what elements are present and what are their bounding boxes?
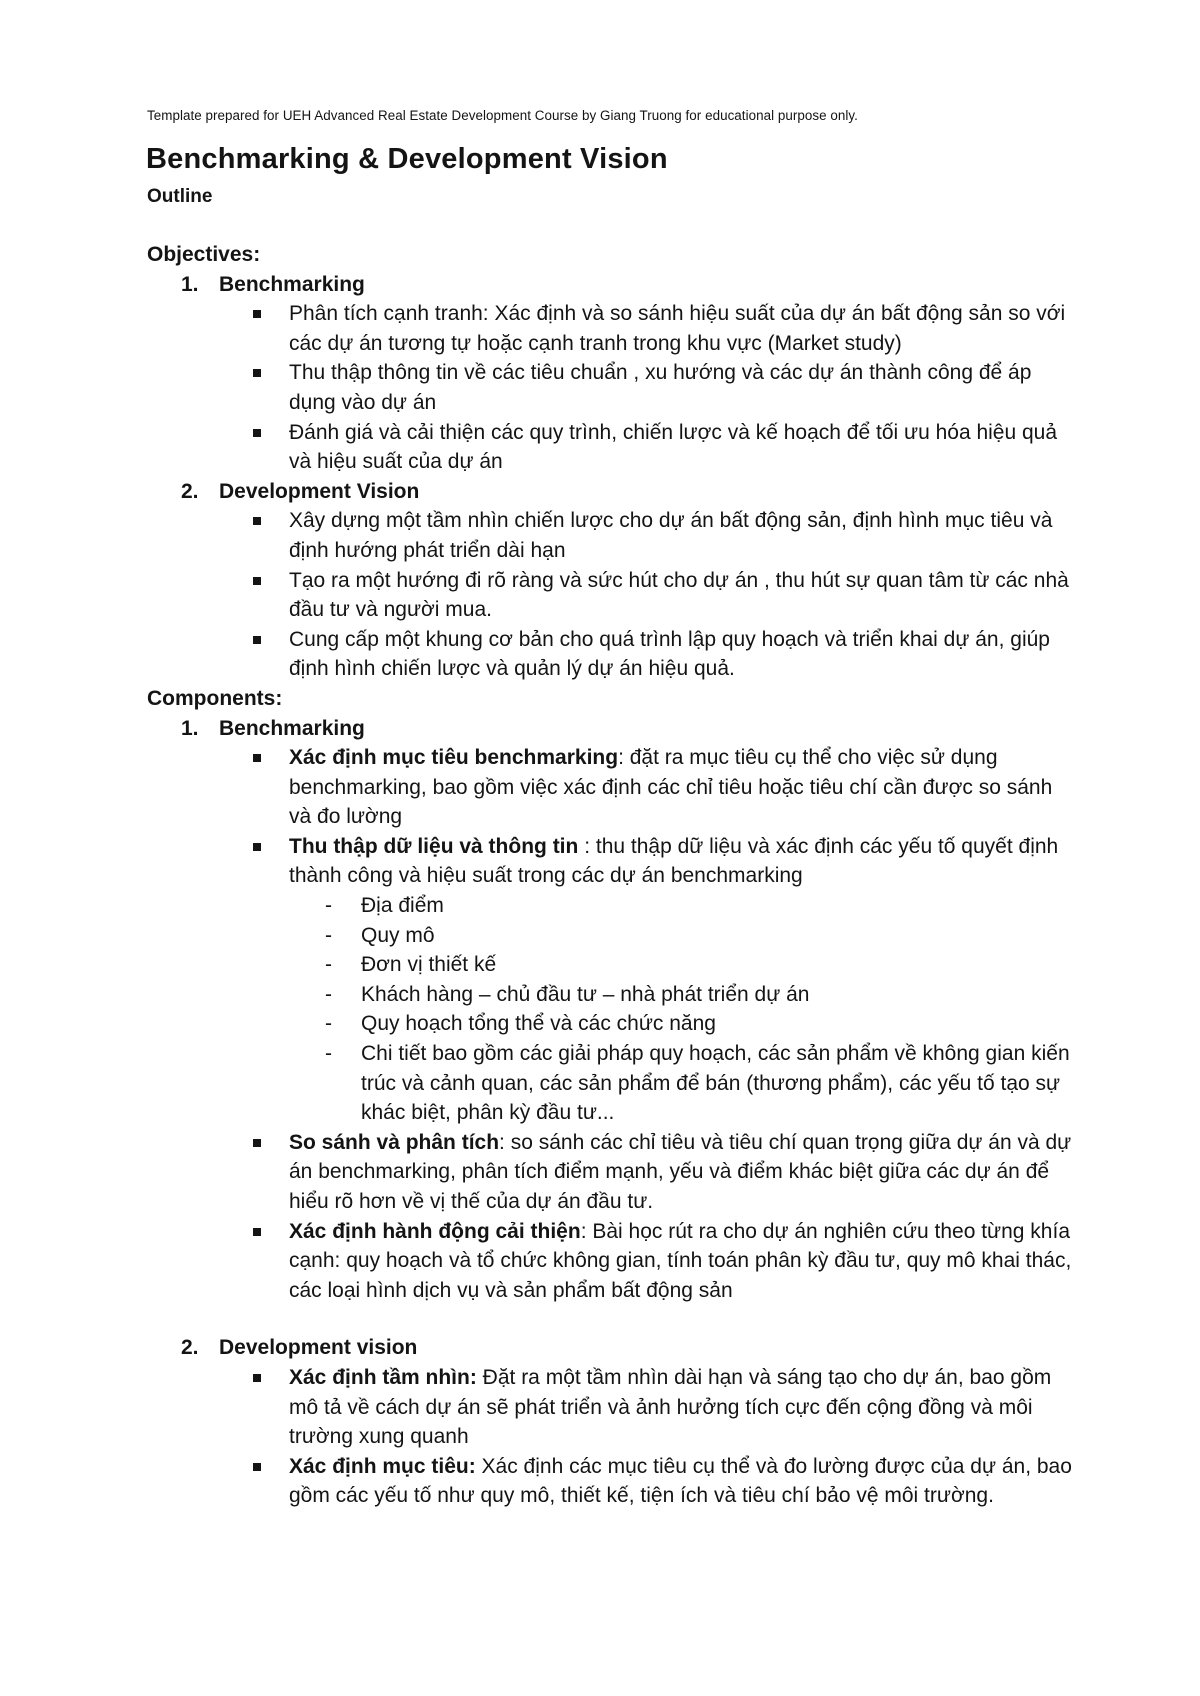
bullet-text: Cung cấp một khung cơ bản cho quá trình lập quy hoạch và triển khai dự án, giúp định hình chiến lược và quản lý dự án hiệu quả. — [289, 627, 1050, 681]
bullet-text: Xây dựng một tầm nhìn chiến lược cho dự án bất động sản, định hình mục tiêu và định hướng phát triển dài hạn — [289, 509, 1053, 562]
list-item — [253, 1363, 1077, 1452]
list-item — [253, 299, 1077, 358]
list-item — [253, 1452, 1077, 1511]
list-item — [253, 1128, 1077, 1217]
dash-item — [325, 980, 1077, 1010]
dash-marker: - — [325, 1042, 332, 1066]
square-bullet-icon — [253, 1139, 261, 1147]
document-title: Benchmarking & Development Vision — [146, 143, 668, 175]
dash-item — [325, 891, 1077, 921]
square-bullet-icon — [253, 310, 261, 318]
bullet-lead: So sánh và phân tích — [289, 1130, 500, 1154]
square-bullet-icon — [253, 369, 261, 377]
bullet-text: Xác định các mục tiêu cụ thể và đo lường được của dự án, bao gồm các yếu tố như quy mô, thiết kế, tiện ích và tiêu chí bảo vệ môi trường. — [289, 1454, 1072, 1508]
spacer — [147, 1305, 1077, 1333]
bullet-text: : đặt ra mục tiêu cụ thể cho việc sử dụng benchmarking, bao gồm việc xác định các chỉ tiêu hoặc tiêu chí cần được so sánh và đo lường — [289, 746, 1053, 829]
bullet-lead: Thu thập dữ liệu và thông tin — [289, 834, 579, 858]
bullet-lead: Xác định mục tiêu: — [289, 1454, 476, 1478]
components-list-continued — [147, 1333, 1077, 1511]
dash-item — [325, 950, 1077, 980]
bullet-list — [219, 299, 1077, 477]
list-number: 2. — [181, 1336, 199, 1360]
list-item — [253, 358, 1077, 417]
objectives-heading: Objectives: — [147, 243, 261, 266]
dash-marker: - — [325, 923, 332, 947]
square-bullet-icon — [253, 1374, 261, 1382]
bullet-text: Phân tích cạnh tranh: Xác định và so sánh hiệu suất của dự án bất động sản so với các dự án tương tự hoặc cạnh tranh trong khu vực (Market study) — [289, 302, 1066, 355]
objective-benchmarking — [181, 270, 1077, 477]
components-heading: Components: — [147, 686, 283, 710]
dash-item — [325, 1009, 1077, 1039]
component-title: Development vision — [219, 1336, 418, 1360]
objective-development-vision — [181, 477, 1077, 684]
bullet-text: Đánh giá và cải thiện các quy trình, chiến lược và kế hoạch để tối ưu hóa hiệu quả và hiệu suất của dự án — [289, 420, 1058, 474]
bullet-text: Thu thập thông tin về các tiêu chuẩn , xu hướng và các dự án thành công để áp dụng vào dự án — [289, 361, 1032, 414]
bullet-text: : so sánh các chỉ tiêu và tiêu chí quan trọng giữa dự án và dự án benchmarking, phân tích điểm mạnh, yếu và điểm khác biệt giữa các dự án để hiểu rõ hơn về vị thế của dự án đầu tư. — [289, 1130, 1072, 1213]
component-benchmarking — [181, 714, 1077, 1306]
dash-text: Khách hàng – chủ đầu tư – nhà phát triển dự án — [361, 982, 810, 1006]
components-list — [147, 714, 1077, 1306]
dash-marker: - — [325, 982, 332, 1006]
square-bullet-icon — [253, 577, 261, 585]
list-item — [253, 625, 1077, 684]
list-number: 1. — [181, 272, 199, 296]
list-item — [253, 832, 1077, 1128]
dash-item — [325, 921, 1077, 951]
document-body — [147, 240, 1077, 1511]
bullet-text: Đặt ra một tầm nhìn dài hạn và sáng tạo cho dự án, bao gồm mô tả về cách dự án sẽ phát triển và ảnh hưởng tích cực đến cộng đồng và môi trường xung quanh — [289, 1365, 1052, 1449]
bullet-list — [219, 743, 1077, 1305]
dash-marker: - — [325, 894, 332, 918]
dash-text: Quy hoạch tổng thể và các chức năng — [361, 1012, 716, 1036]
objective-title: Benchmarking — [219, 272, 365, 296]
dash-item — [325, 1039, 1077, 1128]
header-note: Template prepared for UEH Advanced Real Estate Development Course by Giang Truong for educational purpose only. — [147, 108, 858, 123]
list-item — [253, 418, 1077, 477]
dash-text: Quy mô — [361, 923, 435, 947]
bullet-text: Tạo ra một hướng đi rõ ràng và sức hút cho dự án , thu hút sự quan tâm từ các nhà đầu tư và người mua. — [289, 568, 1069, 622]
list-item — [253, 743, 1077, 832]
bullet-text: : thu thập dữ liệu và xác định các yếu tố quyết định thành công và hiệu suất trong các dự án benchmarking — [289, 834, 1059, 888]
document-subtitle: Outline — [147, 186, 213, 207]
objectives-list — [147, 270, 1077, 684]
square-bullet-icon — [253, 636, 261, 644]
bullet-list — [219, 1363, 1077, 1511]
bullet-lead: Xác định tầm nhìn: — [289, 1365, 477, 1389]
component-development-vision — [181, 1333, 1077, 1511]
objective-title: Development Vision — [219, 479, 420, 503]
square-bullet-icon — [253, 1463, 261, 1471]
list-number: 2. — [181, 479, 199, 503]
bullet-text: : Bài học rút ra cho dự án nghiên cứu theo từng khía cạnh: quy hoạch và tổ chức không gian, tính toán phân kỳ đầu tư, quy mô khai thác, các loại hình dịch vụ và sản phẩm bất động sản — [289, 1219, 1072, 1302]
list-item — [253, 506, 1077, 565]
dash-text: Chi tiết bao gồm các giải pháp quy hoạch, các sản phẩm về không gian kiến trúc và cảnh quan, các sản phẩm để bán (thương phẩm), các yếu tố tạo sự khác biệt, phân kỳ đầu tư... — [361, 1042, 1070, 1125]
square-bullet-icon — [253, 429, 261, 437]
bullet-lead: Xác định hành động cải thiện — [289, 1219, 581, 1243]
square-bullet-icon — [253, 517, 261, 525]
dash-marker: - — [325, 1012, 332, 1036]
component-title: Benchmarking — [219, 716, 365, 740]
square-bullet-icon — [253, 1228, 261, 1236]
dash-list — [289, 891, 1077, 1128]
dash-text: Đơn vị thiết kế — [361, 953, 497, 977]
bullet-lead: Xác định mục tiêu benchmarking — [289, 746, 619, 770]
square-bullet-icon — [253, 754, 261, 762]
list-item — [253, 566, 1077, 625]
bullet-list — [219, 506, 1077, 684]
dash-marker: - — [325, 953, 332, 977]
list-item — [253, 1217, 1077, 1306]
list-number: 1. — [181, 716, 199, 740]
dash-text: Địa điểm — [361, 894, 444, 918]
square-bullet-icon — [253, 843, 261, 851]
